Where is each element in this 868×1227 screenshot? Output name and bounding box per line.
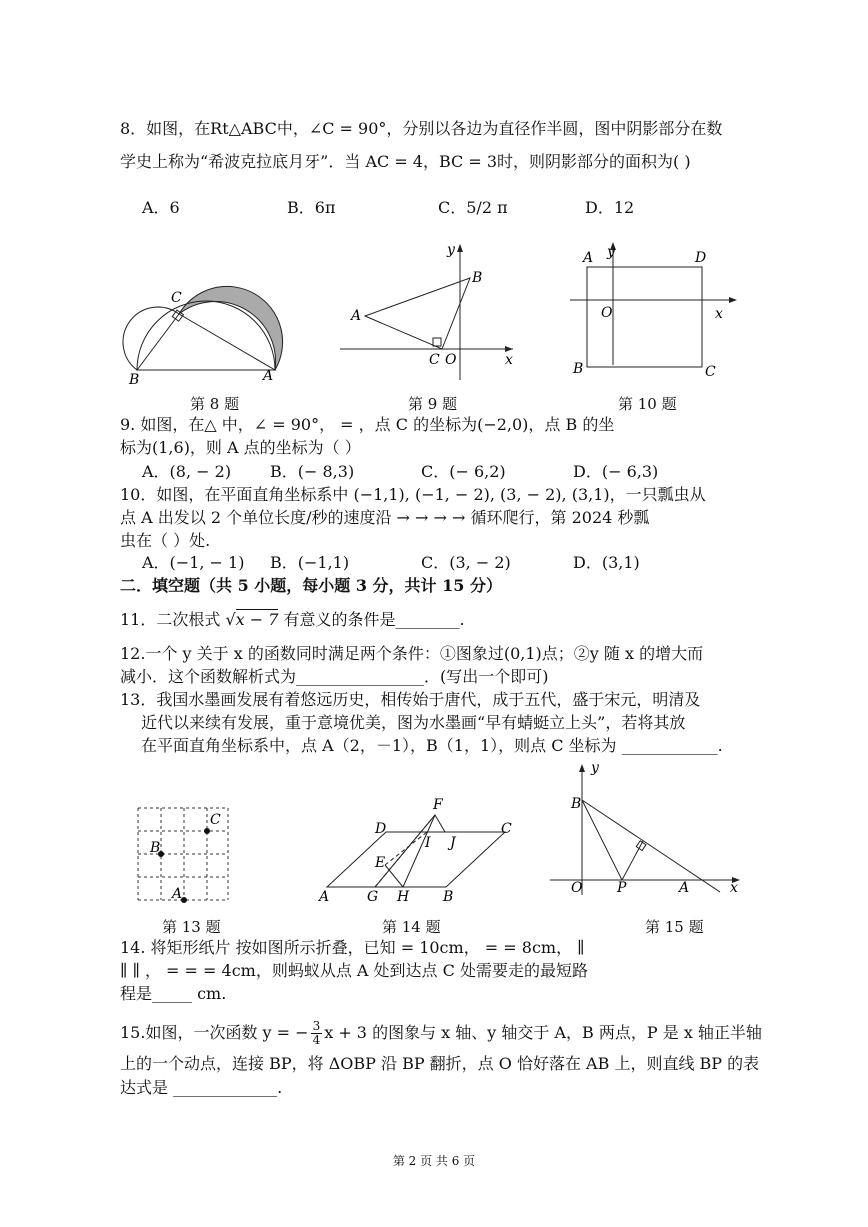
q12-line2: 减小．这个函数解析式为________________．(写出一个即可) bbox=[120, 667, 549, 686]
caption-q9: 第 9 题 bbox=[408, 395, 458, 413]
fig9-label-c: C bbox=[429, 352, 440, 368]
q15-frac-num: 3 bbox=[312, 1019, 321, 1033]
q15-line3: 达式是 _____________. bbox=[120, 1078, 283, 1097]
section-2-heading: 二．填空题（共 5 小题，每小题 3 分，共计 15 分） bbox=[120, 576, 502, 595]
fig14-label-j: J bbox=[450, 835, 456, 851]
q8-option-a: A．6 bbox=[142, 198, 180, 217]
fig14-label-e: E bbox=[375, 855, 386, 871]
fig14-label-b: B bbox=[443, 889, 454, 905]
fig15-label-p: P bbox=[617, 880, 627, 896]
fig9-label-b: B bbox=[472, 270, 483, 286]
fig15-label-y: y bbox=[591, 760, 599, 776]
q8-option-c: C．5/2 π bbox=[438, 198, 508, 217]
fig10-label-a: A bbox=[583, 250, 594, 266]
q9-line2: 标为(1,6)，则 A 点的坐标为（ ） bbox=[120, 438, 361, 457]
q10-line3: 虫在（ ）处. bbox=[120, 531, 211, 550]
q8-line2: 学史上称为“希波克拉底月牙”．当 AC = 4，BC = 3时，则阴影部分的面积为( ) bbox=[120, 152, 691, 171]
q13-line3: 在平面直角坐标系中，点 A（2，－1），B（1，1），则点 C 坐标为 ____________. bbox=[141, 736, 723, 755]
fig10-label-d: D bbox=[695, 250, 707, 266]
q8-option-b: B．6π bbox=[287, 198, 336, 217]
q9-option-c: C．(− 6,2) bbox=[421, 462, 506, 481]
q11-radicand: x − 7 bbox=[235, 610, 279, 629]
caption-q10: 第 10 题 bbox=[618, 395, 677, 413]
q8-option-d: D．12 bbox=[585, 198, 635, 217]
figure-13 bbox=[128, 800, 238, 910]
fig14-label-g: G bbox=[367, 889, 379, 905]
q9-option-d: D．(− 6,3) bbox=[573, 462, 659, 481]
q15-line1 bbox=[120, 1020, 762, 1047]
figure-14 bbox=[315, 795, 520, 905]
q15-fraction bbox=[311, 1020, 323, 1047]
q11 bbox=[120, 609, 465, 631]
q15-pre: 15.如图，一次函数 y = − bbox=[120, 1023, 309, 1042]
fig13-label-c: C bbox=[210, 812, 221, 828]
fig9-label-y: y bbox=[447, 242, 455, 258]
fig15-label-x: x bbox=[730, 880, 738, 896]
q10-option-c: C．(3, − 2) bbox=[421, 553, 511, 572]
fig10-label-c: C bbox=[705, 364, 716, 380]
q11-text: 11．二次根式 bbox=[120, 610, 221, 629]
fig14-label-c: C bbox=[501, 821, 512, 837]
figure-15 bbox=[545, 760, 745, 900]
q14-line2: ∥ ∥ ， = = = 4cm，则蚂蚁从点 A 处到达点 C 处需要走的最短路 bbox=[120, 961, 588, 980]
figure-10 bbox=[565, 240, 740, 385]
fig8-label-c: C bbox=[171, 290, 182, 306]
fig9-label-o: O bbox=[445, 352, 457, 368]
fig8-label-b: B bbox=[129, 372, 140, 388]
q10-line2: 点 A 出发以 2 个单位长度/秒的速度沿 → → → → 循环爬行，第 2024 秒瓢 bbox=[120, 508, 650, 527]
fig15-label-o: O bbox=[571, 880, 583, 896]
q15-post: x + 3 的图象与 x 轴、y 轴交于 A，B 两点，P 是 x 轴正半轴 bbox=[324, 1023, 762, 1042]
q15-line2: 上的一个动点，连接 BP，将 ΔOBP 沿 BP 翻折，点 O 恰好落在 AB 上，则直线 BP 的表 bbox=[120, 1054, 760, 1073]
caption-q15: 第 15 题 bbox=[645, 918, 704, 936]
q10-line1: 10．如图，在平面直角坐标系中 (−1,1), (−1, − 2), (3, − 2), (3,1)，一只瓢虫从 bbox=[120, 485, 706, 504]
fig14-label-d: D bbox=[375, 821, 387, 837]
q10-option-a: A．(−1, − 1) bbox=[142, 553, 245, 572]
fig10-label-b: B bbox=[573, 361, 584, 377]
fig14-label-f: F bbox=[433, 797, 443, 813]
q13-line2: 近代以来续有发展，重于意境优美，图为水墨画“早有蜻蜓立上头”，若将其放 bbox=[141, 713, 686, 732]
fig13-label-a: A bbox=[172, 886, 183, 902]
q14-line3: 程是_____ cm. bbox=[120, 984, 227, 1003]
fig14-label-i: I bbox=[425, 835, 431, 851]
fig10-label-x: x bbox=[715, 306, 723, 322]
q10-option-b: B．(−1,1) bbox=[270, 553, 350, 572]
caption-q14: 第 14 题 bbox=[382, 918, 441, 936]
caption-q8: 第 8 题 bbox=[190, 395, 240, 413]
q9-option-b: B．(− 8,3) bbox=[270, 462, 355, 481]
q13-line1: 13．我国水墨画发展有着悠远历史，相传始于唐代，成于五代，盛于宋元，明清及 bbox=[120, 690, 701, 709]
fig15-label-b: B bbox=[571, 796, 582, 812]
q9-line1: 9. 如图，在△ 中，∠ = 90°， = ，点 C 的坐标为(−2,0)，点 B 的坐 bbox=[120, 415, 615, 434]
caption-q13: 第 13 题 bbox=[162, 918, 221, 936]
q11-after: 有意义的条件是________. bbox=[283, 610, 465, 629]
page-footer: 第 2 页 共 6 页 bbox=[392, 1154, 476, 1168]
figure-9 bbox=[335, 242, 525, 387]
fig14-label-a: A bbox=[319, 889, 330, 905]
sqrt-symbol: √ bbox=[225, 610, 236, 629]
fig10-label-y: y bbox=[607, 244, 615, 260]
figure-8 bbox=[115, 278, 290, 388]
fig9-label-a: A bbox=[351, 308, 362, 324]
fig9-label-x: x bbox=[505, 352, 513, 368]
q12-line1: 12.一个 y 关于 x 的函数同时满足两个条件：①图象过(0,1)点；②y 随 x 的增大而 bbox=[120, 644, 704, 663]
q15-frac-den: 4 bbox=[312, 1033, 321, 1047]
fig13-label-b: B bbox=[150, 840, 161, 856]
fig10-label-o: O bbox=[601, 305, 613, 321]
fig8-label-a: A bbox=[263, 368, 274, 384]
q10-option-d: D．(3,1) bbox=[573, 553, 640, 572]
q14-line1: 14. 将矩形纸片 按如图所示折叠，已知 = 10cm， = = 8cm， ∥ bbox=[120, 938, 585, 957]
q8-line1: 8．如图，在Rt△ABC中，∠C = 90°，分别以各边为直径作半圆，图中阴影部分在数 bbox=[120, 119, 723, 138]
q9-option-a: A．(8, − 2) bbox=[142, 462, 232, 481]
fig15-label-a: A bbox=[679, 880, 690, 896]
fig14-label-h: H bbox=[397, 889, 410, 905]
